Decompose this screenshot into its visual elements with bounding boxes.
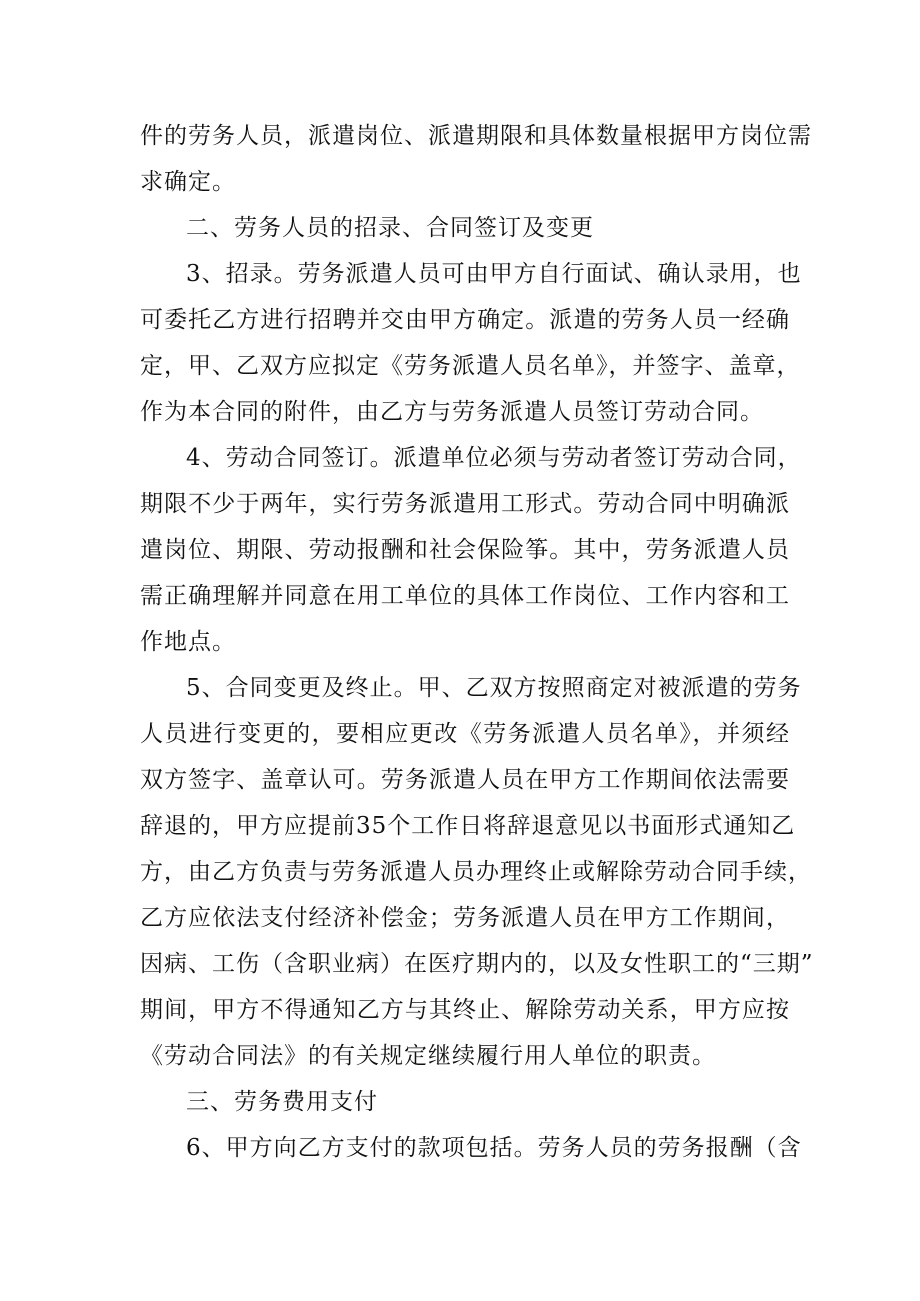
text-line: 需正确理解并同意在用工单位的具体工作岗位、工作内容和工 <box>140 583 790 609</box>
text-line: 辞退的，甲方应提前35个工作日将辞退意见以书面形式通知乙 <box>140 813 796 839</box>
document-page <box>140 113 814 1171</box>
text-line: 3、招录。劳务派遣人员可由甲方自行面试、确认录用，也 <box>186 261 802 287</box>
text-line: 作地点。 <box>140 629 236 655</box>
section-heading: 三、劳务费用支付 <box>186 1089 378 1115</box>
text-line: 期限不少于两年，实行劳务派遣用工形式。劳动合同中明确派 <box>140 491 790 517</box>
text-line: 遣岗位、期限、劳动报酬和社会保险筝。其中，劳务派遣人员 <box>140 537 790 563</box>
text-line: 可委托乙方进行招聘并交由甲方确定。派遣的劳务人员一经确 <box>140 307 790 333</box>
text-line: 双方签字、盖章认可。劳务派遣人员在甲方工作期间依法需要 <box>140 767 790 793</box>
text-line: 求确定。 <box>140 169 236 195</box>
text-line: 乙方应依法支付经济补偿金；劳务派遣人员在甲方工作期间， <box>140 905 790 931</box>
text-line: 定，甲、乙双方应拟定《劳务派遣人员名单》，并签字、盖章， <box>140 353 801 379</box>
text-line: 因病、工伤（含职业病）在医疗期内的，以及女性职工的“三期” <box>140 951 814 977</box>
text-line: 5、合同变更及终止。甲、乙双方按照商定对被派遣的劳务 <box>186 675 802 701</box>
text-line: 6、甲方向乙方支付的款项包括。劳务人员的劳务报酬（含 <box>186 1135 802 1161</box>
text-line: 件的劳务人员，派遣岗位、派遣期限和具体数量根据甲方岗位需 <box>140 123 812 149</box>
text-line: 人员进行变更的，要相应更改《劳务派遣人员名单》，并须经 <box>140 721 790 747</box>
text-line: 期间，甲方不得通知乙方与其终止、解除劳动关系，甲方应按 <box>140 997 790 1023</box>
text-line: 《劳动合同法》的有关规定继续履行用人单位的职责。 <box>140 1043 716 1069</box>
text-line: 作为本合同的附件，由乙方与劳务派遣人员签订劳动合同。 <box>140 399 764 425</box>
text-line: 方，由乙方负责与劳务派遣人员办理终止或解除劳动合同手续， <box>140 859 812 885</box>
section-heading: 二、劳务人员的招录、合同签订及变更 <box>186 215 594 241</box>
text-line: 4、劳动合同签订。派遣单位必须与劳动者签订劳动合同， <box>186 445 802 471</box>
